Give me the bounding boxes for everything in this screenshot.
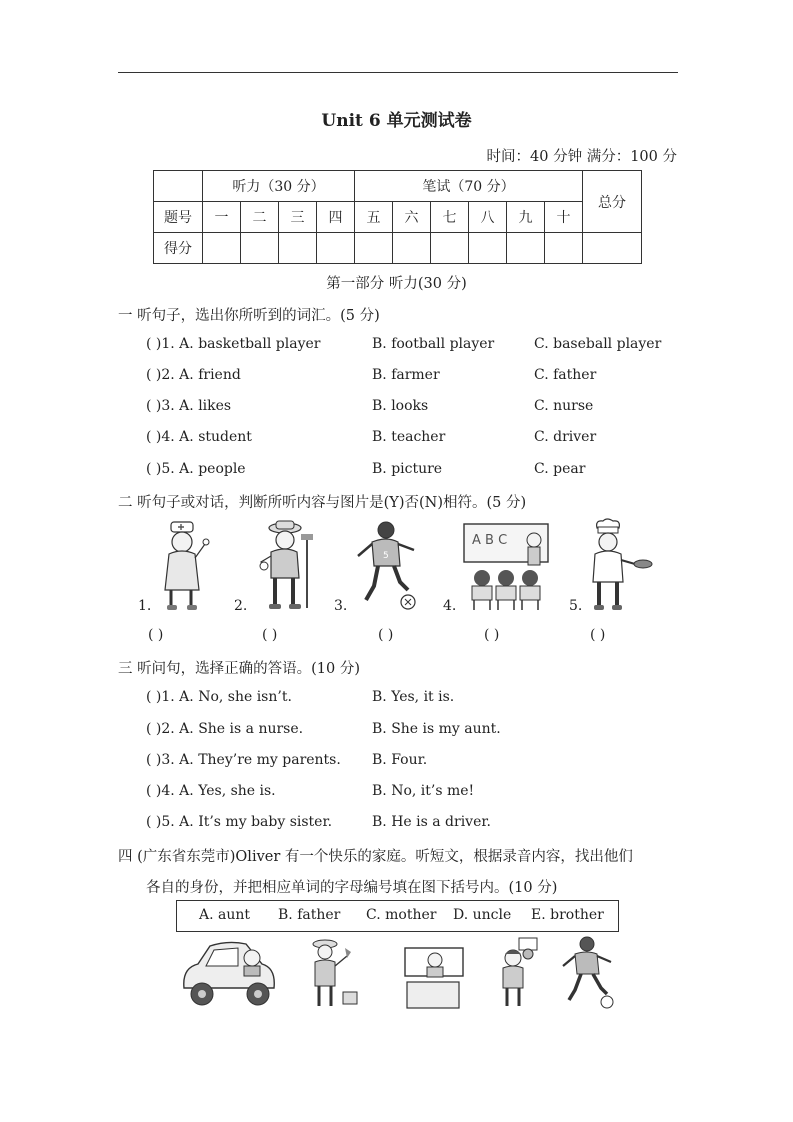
section4-title: 四 (广东省东莞市)Oliver 有一个快乐的家庭。听短文，根据录音内容，找出他们 [118,849,633,865]
farmer-illustration [255,518,321,612]
score-cell[interactable] [203,233,241,264]
word-option: C. mother [366,907,437,923]
answer-paren[interactable]: ( ) [262,627,278,643]
num-cell: 四 [317,202,355,233]
answer-paren[interactable]: ( ) [148,627,164,643]
answer-paren[interactable]: ( ) [590,627,606,643]
score-cell[interactable] [355,233,393,264]
score-cell[interactable] [507,233,545,264]
score-table [153,170,642,264]
picture-number: 1. [138,598,152,614]
num-cell: 九 [507,202,545,233]
score-cell[interactable] [279,233,317,264]
section4-title-cont: 各自的身份，并把相应单词的字母编号填在图下括号内。(10 分) [146,880,558,896]
num-cell: 二 [241,202,279,233]
score-cell[interactable] [241,233,279,264]
nurse-illustration [155,520,211,612]
page-title: Unit 6 单元测试卷 [321,111,472,131]
teacher-at-board-illustration [403,946,465,1010]
word-option: E. brother [531,907,604,923]
board-letters: A B C [472,533,508,548]
section3-title: 三 听问句，选择正确的答语。(10 分) [118,661,360,677]
picture-number: 4. [443,598,457,614]
score-cell[interactable] [393,233,431,264]
listening-header: 听力（30 分） [203,171,355,202]
word-option: B. father [278,907,341,923]
score-cell[interactable] [545,233,583,264]
section1-title: 一 听句子，选出你所听到的词汇。(5 分) [118,308,380,324]
football-player-illustration [352,520,424,612]
section2-title: 二 听句子或对话，判断所听内容与图片是(Y)否(N)相符。(5 分) [118,495,527,511]
time-info: 时间：40 分钟 满分：100 分 [486,149,677,165]
answer-paren[interactable]: ( ) [378,627,394,643]
answer-paren[interactable]: ( ) [484,627,500,643]
num-cell: 十 [545,202,583,233]
score-label: 得分 [154,233,203,264]
corner-cell [154,171,203,202]
total-header: 总分 [583,171,642,233]
score-cell[interactable] [317,233,355,264]
score-cell[interactable] [469,233,507,264]
num-cell: 六 [393,202,431,233]
num-cell: 八 [469,202,507,233]
farmer-woman-illustration [305,936,361,1010]
boy-football-illustration [559,936,619,1010]
part-one-heading: 第一部分 听力(30 分) [326,276,467,292]
question-label: 题号 [154,202,203,233]
word-bank [176,900,619,932]
word-option: D. uncle [453,907,512,923]
writing-header: 笔试（70 分） [355,171,583,202]
num-cell: 一 [203,202,241,233]
girl-basketball-illustration [493,936,543,1010]
num-cell: 三 [279,202,317,233]
picture-number: 5. [569,598,583,614]
driver-car-illustration [176,938,280,1010]
top-rule [118,72,678,73]
picture-number: 2. [234,598,248,614]
score-cell[interactable] [583,233,642,264]
cook-illustration [585,518,653,612]
score-cell[interactable] [431,233,469,264]
num-cell: 七 [431,202,469,233]
picture-number: 3. [334,598,348,614]
svg-text:5: 5 [383,551,389,561]
num-cell: 五 [355,202,393,233]
teacher-classroom-illustration [462,520,554,612]
word-option: A. aunt [199,907,251,923]
